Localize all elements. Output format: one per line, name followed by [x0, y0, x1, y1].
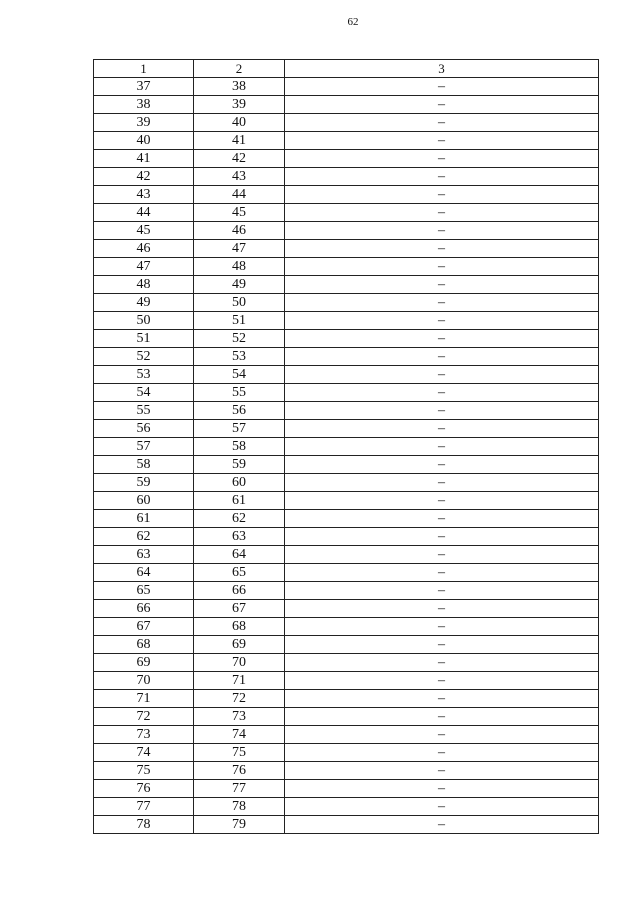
table-row — [94, 240, 599, 258]
table-cell: 48 — [194, 258, 285, 276]
table-row — [94, 708, 599, 726]
table-cell: 41 — [94, 150, 194, 168]
table-cell: 56 — [194, 402, 285, 420]
table-cell: 64 — [194, 546, 285, 564]
table-row — [94, 96, 599, 114]
table-cell: – — [285, 708, 599, 726]
table-cell: 37 — [94, 78, 194, 96]
table-cell: 71 — [94, 690, 194, 708]
table-cell: 47 — [194, 240, 285, 258]
table-cell: 69 — [94, 654, 194, 672]
table-cell: 40 — [194, 114, 285, 132]
table-cell: 56 — [94, 420, 194, 438]
table-cell: – — [285, 276, 599, 294]
table-row — [94, 672, 599, 690]
table-cell: – — [285, 420, 599, 438]
table-cell: 67 — [194, 600, 285, 618]
table-cell: – — [285, 438, 599, 456]
table-cell: 54 — [94, 384, 194, 402]
table-row — [94, 636, 599, 654]
table-cell: 43 — [194, 168, 285, 186]
table-cell: – — [285, 114, 599, 132]
table-cell: – — [285, 690, 599, 708]
table-body — [94, 60, 599, 834]
data-table — [93, 59, 599, 834]
table-row — [94, 312, 599, 330]
table-cell: – — [285, 492, 599, 510]
table-cell: – — [285, 240, 599, 258]
table-cell: 66 — [94, 600, 194, 618]
table-cell: 75 — [94, 762, 194, 780]
table-cell: 64 — [94, 564, 194, 582]
table-cell: 71 — [194, 672, 285, 690]
table-cell: 44 — [94, 204, 194, 222]
table-row — [94, 258, 599, 276]
table-row — [94, 222, 599, 240]
table-row — [94, 366, 599, 384]
table-cell: – — [285, 726, 599, 744]
table-row — [94, 492, 599, 510]
table-row — [94, 528, 599, 546]
table-cell: – — [285, 744, 599, 762]
table-row — [94, 420, 599, 438]
table-cell: 39 — [194, 96, 285, 114]
table-cell: 63 — [94, 546, 194, 564]
table-cell: 55 — [94, 402, 194, 420]
table-cell: – — [285, 780, 599, 798]
table-cell: – — [285, 618, 599, 636]
table-cell: – — [285, 78, 599, 96]
table-row — [94, 168, 599, 186]
table-cell: – — [285, 402, 599, 420]
table-cell: – — [285, 654, 599, 672]
table-row — [94, 546, 599, 564]
table-cell: 70 — [194, 654, 285, 672]
table-cell: 41 — [194, 132, 285, 150]
table-cell: 75 — [194, 744, 285, 762]
table-cell: 61 — [94, 510, 194, 528]
table-cell: 72 — [194, 690, 285, 708]
table-cell: 62 — [194, 510, 285, 528]
table-cell: 58 — [94, 456, 194, 474]
table-cell: 73 — [194, 708, 285, 726]
table-cell: 68 — [94, 636, 194, 654]
table-cell: – — [285, 132, 599, 150]
table-cell: – — [285, 150, 599, 168]
table-cell: – — [285, 636, 599, 654]
table-row — [94, 726, 599, 744]
table-row — [94, 150, 599, 168]
table-cell: 74 — [94, 744, 194, 762]
table-cell: – — [285, 528, 599, 546]
table-cell: 47 — [94, 258, 194, 276]
table-row — [94, 204, 599, 222]
table-cell: 78 — [94, 816, 194, 834]
table-cell: 43 — [94, 186, 194, 204]
table-cell: 65 — [94, 582, 194, 600]
table-cell: 44 — [194, 186, 285, 204]
table-row — [94, 294, 599, 312]
table-row — [94, 402, 599, 420]
table-cell: 53 — [194, 348, 285, 366]
table-row — [94, 132, 599, 150]
table-cell: – — [285, 510, 599, 528]
table-cell: 67 — [94, 618, 194, 636]
table-cell: 55 — [194, 384, 285, 402]
table-cell: – — [285, 348, 599, 366]
table-cell: – — [285, 384, 599, 402]
table-cell: 52 — [194, 330, 285, 348]
table-cell: – — [285, 330, 599, 348]
table-cell: 39 — [94, 114, 194, 132]
table-cell: – — [285, 456, 599, 474]
table-cell: 62 — [94, 528, 194, 546]
table-cell: – — [285, 474, 599, 492]
table-cell: – — [285, 204, 599, 222]
table-cell: 63 — [194, 528, 285, 546]
table-cell: 51 — [94, 330, 194, 348]
table-row — [94, 348, 599, 366]
table-cell: – — [285, 600, 599, 618]
table-cell: 53 — [94, 366, 194, 384]
table-cell: 77 — [194, 780, 285, 798]
table-cell: 78 — [194, 798, 285, 816]
table-cell: 59 — [94, 474, 194, 492]
table-cell: 60 — [94, 492, 194, 510]
table-row — [94, 384, 599, 402]
table-row — [94, 114, 599, 132]
table-cell: 50 — [94, 312, 194, 330]
table-row — [94, 564, 599, 582]
table-cell: 45 — [94, 222, 194, 240]
table-cell: 52 — [94, 348, 194, 366]
table-row — [94, 582, 599, 600]
table-cell: 72 — [94, 708, 194, 726]
table-cell: – — [285, 168, 599, 186]
table-cell: 74 — [194, 726, 285, 744]
table-cell: – — [285, 312, 599, 330]
table-cell: 69 — [194, 636, 285, 654]
table-cell: 54 — [194, 366, 285, 384]
table-cell: 57 — [194, 420, 285, 438]
table-cell: 61 — [194, 492, 285, 510]
table-cell: 76 — [94, 780, 194, 798]
table-cell: 46 — [194, 222, 285, 240]
table-row — [94, 276, 599, 294]
table-cell: 76 — [194, 762, 285, 780]
table-cell: 60 — [194, 474, 285, 492]
table-cell: 49 — [194, 276, 285, 294]
table-cell: – — [285, 294, 599, 312]
table-cell: – — [285, 564, 599, 582]
table-row — [94, 186, 599, 204]
table-cell: – — [285, 798, 599, 816]
table-row — [94, 816, 599, 834]
table-cell: – — [285, 546, 599, 564]
table-cell: – — [285, 222, 599, 240]
table-cell: – — [285, 762, 599, 780]
table-cell: 45 — [194, 204, 285, 222]
table-row — [94, 798, 599, 816]
table-row — [94, 780, 599, 798]
table-cell: 50 — [194, 294, 285, 312]
table-cell: 51 — [194, 312, 285, 330]
table-cell: 59 — [194, 456, 285, 474]
table-header-row — [94, 60, 599, 78]
table-cell: 48 — [94, 276, 194, 294]
table-cell: 68 — [194, 618, 285, 636]
table-cell: – — [285, 366, 599, 384]
table-cell: 66 — [194, 582, 285, 600]
table-cell: – — [285, 582, 599, 600]
column-header: 2 — [194, 60, 285, 78]
table-cell: 73 — [94, 726, 194, 744]
table-row — [94, 654, 599, 672]
table-cell: 57 — [94, 438, 194, 456]
table-cell: 38 — [94, 96, 194, 114]
table-cell: – — [285, 672, 599, 690]
column-header: 1 — [94, 60, 194, 78]
table-cell: 58 — [194, 438, 285, 456]
table-cell: 38 — [194, 78, 285, 96]
table-cell: 65 — [194, 564, 285, 582]
table-row — [94, 438, 599, 456]
table-cell: 42 — [94, 168, 194, 186]
column-header: 3 — [285, 60, 599, 78]
table-cell: – — [285, 186, 599, 204]
table-row — [94, 744, 599, 762]
table-row — [94, 762, 599, 780]
table-cell: 46 — [94, 240, 194, 258]
table-cell: 42 — [194, 150, 285, 168]
table-cell: – — [285, 96, 599, 114]
page-number: 62 — [347, 16, 359, 28]
table-cell: – — [285, 816, 599, 834]
table-row — [94, 474, 599, 492]
table-cell: 40 — [94, 132, 194, 150]
table-row — [94, 330, 599, 348]
table-row — [94, 510, 599, 528]
table-cell: 77 — [94, 798, 194, 816]
table-row — [94, 600, 599, 618]
table-row — [94, 618, 599, 636]
table-cell: 79 — [194, 816, 285, 834]
table-cell: 70 — [94, 672, 194, 690]
table-cell: – — [285, 258, 599, 276]
table-row — [94, 690, 599, 708]
table-row — [94, 78, 599, 96]
table-row — [94, 456, 599, 474]
table-cell: 49 — [94, 294, 194, 312]
